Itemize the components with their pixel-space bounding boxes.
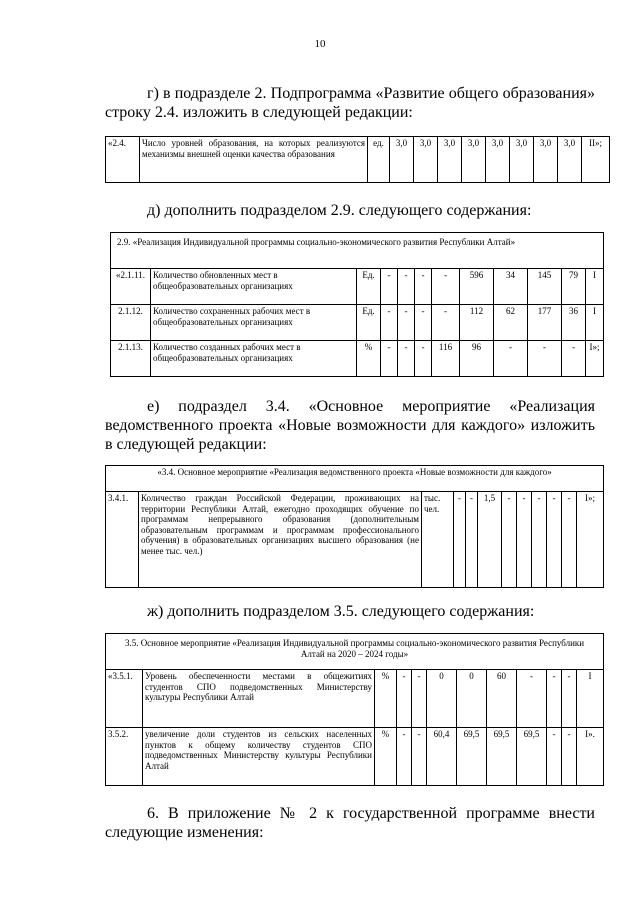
value-cell: - [562,670,577,728]
value-cell: 3,0 [558,137,582,183]
value-cell: - [517,492,532,588]
item-e-paragraph: е) подраздел 3.4. «Основное мероприятие «Реализация ведомственного проекта «Новые возможности для каждого» изложить в следующей редакции: [105,398,595,453]
table-row [106,670,604,728]
table-subsection-3-4 [105,465,604,588]
unit-cell: Ед. [357,305,381,341]
table-row-2-4 [105,136,610,183]
value-cell: 60 [487,670,517,728]
value-cell: 3,0 [486,137,510,183]
row-number: 3.4.1. [106,492,139,588]
value-cell: - [397,670,412,728]
item-d-paragraph: д) дополнить подразделом 2.9. следующего содержания: [147,202,532,219]
value-cell: 3,0 [510,137,534,183]
table-row [111,305,604,341]
value-cell: II»; [582,137,610,183]
value-cell: - [397,728,412,786]
value-cell: - [502,492,517,588]
table-row [106,492,604,588]
value-cell: 112 [460,305,494,341]
indicator-name: увеличение доли студентов из сельских населенных пунктов к общему количеству студентов СПО подведомственных Министерству культуры Республики Алтай [143,728,375,786]
item-g-paragraph: г) в подразделе 2. Подпрограмма «Развитие общего образования» строку 2.4. изложить в следующей редакции: [105,85,595,121]
table-header-row [106,634,604,670]
value-cell: I [586,305,604,341]
value-cell: - [494,341,528,377]
value-cell: 60,4 [427,728,457,786]
value-cell: - [562,492,577,588]
value-cell: - [381,305,398,341]
value-cell: 1,5 [478,492,502,588]
row-number: «2.1.11. [111,269,151,305]
value-cell: - [415,305,432,341]
value-cell: - [547,492,562,588]
value-cell: 116 [432,341,460,377]
value-cell: - [562,341,586,377]
unit-cell: % [375,728,397,786]
value-cell: 96 [460,341,494,377]
page-number: 10 [314,38,326,50]
value-cell: - [398,269,415,305]
table-row [111,341,604,377]
table-header-row [111,233,604,269]
value-cell: - [381,269,398,305]
table-row [111,269,604,305]
value-cell: 0 [457,670,487,728]
value-cell: I [577,670,604,728]
value-cell: - [412,670,427,728]
value-cell: - [532,492,547,588]
table-header-row [106,466,604,492]
value-cell: 3,0 [534,137,558,183]
value-cell: 79 [562,269,586,305]
value-cell: 177 [528,305,562,341]
value-cell: - [528,341,562,377]
subsection-header: 3.5. Основное мероприятие «Реализация Индивидуальной программы социально-экономического развития Республики Алтай на 2020 – 2024 годы» [106,634,604,670]
value-cell: - [398,305,415,341]
indicator-name: Уровень обеспеченности местами в общежитиях студентов СПО подведомственных Министерству культуры Республики Алтай [143,670,375,728]
value-cell: - [547,670,562,728]
indicator-name: Количество сохраненных рабочих мест в общеобразовательных организациях [151,305,357,341]
value-cell: I». [577,728,604,786]
value-cell: 69,5 [457,728,487,786]
value-cell: 145 [528,269,562,305]
value-cell: - [454,492,466,588]
value-cell: - [415,341,432,377]
value-cell: - [547,728,562,786]
value-cell: 3,0 [438,137,462,183]
unit-cell: % [375,670,397,728]
unit-cell: ед. [368,137,390,183]
value-cell: - [432,269,460,305]
table-subsection-3-5 [105,633,604,786]
value-cell: - [381,341,398,377]
value-cell: 62 [494,305,528,341]
unit-cell: тыс. чел. [422,492,454,588]
value-cell: 36 [562,305,586,341]
value-cell: - [412,728,427,786]
value-cell: 596 [460,269,494,305]
value-cell: 0 [427,670,457,728]
value-cell: 69,5 [517,728,547,786]
value-cell: 34 [494,269,528,305]
value-cell: 3,0 [462,137,486,183]
value-cell: - [562,728,577,786]
item-zh-paragraph: ж) дополнить подразделом 3.5. следующего содержания: [147,603,535,620]
row-number: 3.5.2. [106,728,143,786]
table-row [106,137,610,183]
value-cell: I [586,269,604,305]
unit-cell: % [357,341,381,377]
value-cell: I»; [577,492,604,588]
row-number: 2.1.13. [111,341,151,377]
indicator-name: Количество обновленных мест в общеобразовательных организациях [151,269,357,305]
indicator-name: Количество граждан Российской Федерации, проживающих на территории Республики Алтай, ежегодно проходящих обучение по программам непрерывного образования (дополнительным образовательным программам и программам профессионального обучения) в образовательных организациях высшего образования (не менее тыс. чел.) [139,492,422,588]
table-row [106,728,604,786]
row-number: «3.5.1. [106,670,143,728]
value-cell: 3,0 [390,137,414,183]
subsection-header: 2.9. «Реализация Индивидуальной программы социально-экономического развития Республики Алтай» [111,233,604,269]
unit-cell: Ед. [357,269,381,305]
table-subsection-2-9 [110,232,604,377]
indicator-name: Количество созданных рабочих мест в общеобразовательных организациях [151,341,357,377]
value-cell: - [415,269,432,305]
value-cell: 69,5 [487,728,517,786]
row-number: «2.4. [106,137,140,183]
indicator-name: Число уровней образования, на которых реализуются механизмы внешней оценки качества образования [140,137,368,183]
value-cell: - [466,492,478,588]
value-cell: - [432,305,460,341]
item-6-paragraph: 6. В приложение № 2 к государственной программе внести следующие изменения: [105,805,595,841]
row-number: 2.1.12. [111,305,151,341]
value-cell: I»; [586,341,604,377]
value-cell: - [398,341,415,377]
value-cell: 3,0 [414,137,438,183]
subsection-header: «3.4. Основное мероприятие «Реализация ведомственного проекта «Новые возможности для каждого» [106,466,604,492]
value-cell: - [517,670,547,728]
